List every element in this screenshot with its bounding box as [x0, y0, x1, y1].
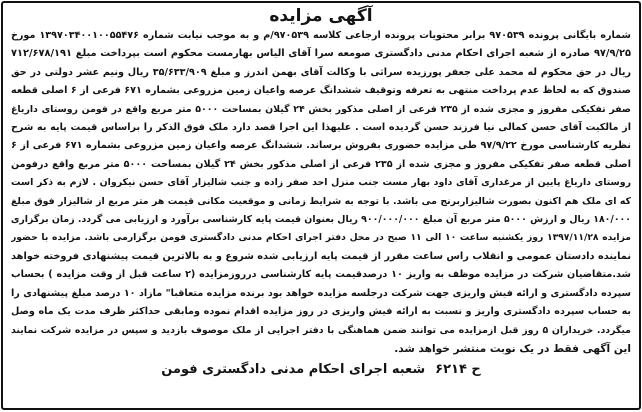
notice-line: ۱۸۰/۰۰۰ ریال و ارزش ۵۰۰۰ متر مربع آن مبلغ ۹۰۰/۰۰۰/۰۰۰ ریال بعنوان قیمت پایه کارشناسی برآورد و ارزیابی می گردد. زمان برگزاری — [11, 214, 631, 226]
notice-line: به حساب سپرده دادگستری واریز و نسبت به ارائه فیش واریزی در روز مزایده اقدام نموده ومابقی حداکثر ظرف مدت یک ماه وصل — [11, 306, 631, 318]
notice-line: که ای ملک هم اکنون بصورت شالیزاربرنج می باشد. با توجه به شرایط زمانی و موقعیت مکانی قیمت هر متر مربع از شالیزار فوق مبلغ — [11, 195, 631, 207]
notice-line: صندوق که به لحاظ عدم پرداخت منتهی به تعرفه وتوقیف ششدانگ عرصه واعیان زمین مزروعی بشماره ۶۷۱ فرعی از ۶ اصلی قطعه — [11, 85, 631, 97]
notice-line: مزایده ۱۳۹۷/۱۱/۲۸ روز یکشنبه ساعت ۱۰ الی ۱۱ صبح در محل دفتر اجرای احکام مدنی دادگستری فومن برگزارمی باشد. مزایده با حضور — [11, 232, 631, 244]
notice-line: شد.متقاضیان شرکت در مزایده موظف به واریز ۱۰ درصدقیمت پایه کارشناسی درروزمزایده (۲ ساعت قبل از وقت مزایده ) بحساب — [11, 269, 631, 281]
notice-line: روستای داریاغ پایین از مرغداری آقای داود بهار مست جنب منزل احد صفر زاده و جنب شالیزار آقای حسن نیکروان . لازم به ذکر است — [11, 177, 631, 189]
notice-line: سپرده دادگستری و ارائه فیش واریزی جهت شرکت درجلسه مزایده خواهد بود برنده مزایده متعاقبا" مازاد ۱۰ درصد مبلغ پیشنهادی را — [11, 287, 631, 299]
issuing-office: شعبه اجرای احکام مدنی دادگستری فومن — [161, 362, 426, 378]
notice-signature — [11, 361, 631, 379]
notice-line: شماره بایگانی پرونده ۹۷۰۵۳۹ برابر محتویات پرونده ارجاعی کلاسه ۹۷۰۵۳۹/م و به موجب نیابت شماره ۱۳۹۷۰۳۴۰۰۱۰۰۵۵۴۷۶ مورخ — [11, 30, 631, 41]
auction-notice — [1, 1, 641, 410]
notice-body — [11, 27, 631, 358]
notice-line: اصلی قطعه صفر تفکیکی مفروز و مجزی شده از ۲۳۵ فرعی از اصلی مذکور بخش ۲۴ گیلان بمساحت ۵۰۰۰ متر مربع واقع درفومن — [11, 158, 631, 170]
notice-line: از مالکیت آقای حسن کمالی نیا فرزند حسن گردیده است . علیهذا این اجرا قصد دارد ملک فوق الذکر را براساس قیمت پایه به شرح — [11, 122, 631, 134]
notice-line: صفر تفکیکی مفروز و مجزی شده از ۲۳۵ فرعی از اصلی مذکور بخش ۲۴ گیلان بمساحت ۵۰۰۰ متر مربع واقع در فومن روستای داریاغ — [11, 103, 631, 115]
notice-title: آگهی مزایده — [269, 6, 373, 26]
notice-line: نظریه کارشناسی مورخ ۹۷/۹/۲۲ طی مزایده حضوری بفروش برساند. ششدانگ عرصه واعیان زمین مزروعی بشماره ۶۷۱ فرعی از ۶ — [11, 140, 631, 152]
notice-line: این آگهی فقط در یک نوبت منتشر خواهد شد. — [394, 342, 631, 355]
notice-code: ح ۶۲۱۴ — [435, 362, 481, 378]
notice-line: ریال در حق محکوم له محمد علی جعفر پورزیده سراثی با وکالت آقای بهمن اندرز و مبلغ ۳۵/۶۳۳/۹۰۹ ریال ونیم عشر دولتی در حق — [11, 66, 631, 78]
notice-line: نماینده دادستان عمومی و انقلاب راس ساعت مقرر از قیمت پایه ارزیابی شده شروع و به بالاترین قیمت پیشنهادی فروخته خواهد — [11, 250, 631, 262]
notice-line: میگردد. خریداران ۵ روز قبل ازمزایده می توانند ضمن هماهنگی با دفتر اجرایی از ملک موصوف بازدید و سپس در مزایده شرکت نمایند — [11, 324, 631, 336]
notice-line: ۹۷/۹/۲۵ صادره از شعبه اجرای احکام مدنی دادگستری صومعه سرا آقای الیاس بهارمست محکوم است بپرداخت مبلغ ۷۱۲/۶۷۸/۱۹۱ — [11, 48, 631, 60]
